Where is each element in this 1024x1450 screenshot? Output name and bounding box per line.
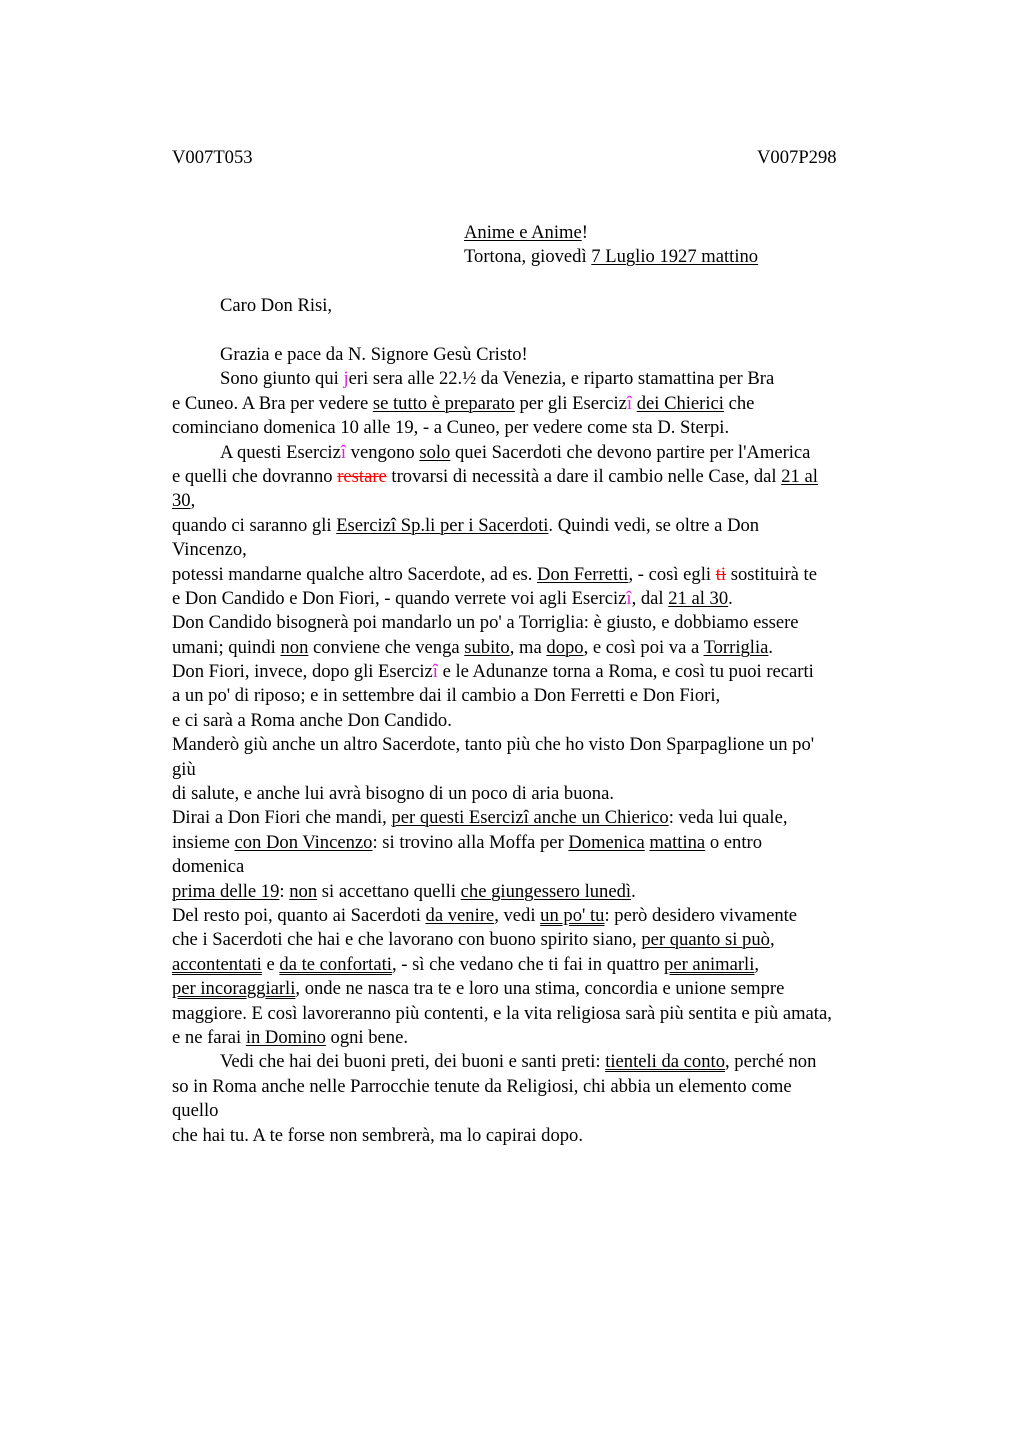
letter-heading: [464, 221, 758, 269]
letter-line: A questi Esercizî vengono solo quei Sacerdoti che devono partire per l'America: [220, 441, 811, 463]
underlined-text: Don Ferretti: [537, 563, 629, 585]
underlined-text: se tutto è preparato: [372, 392, 515, 414]
underlined-text: non: [280, 636, 309, 658]
underlined-text: Esercizî Sp.li per i Sacerdoti: [336, 514, 549, 536]
letter-line: umani; quindi non conviene che venga subito, ma dopo, e così poi va a Torriglia.: [172, 636, 774, 658]
document-ref-right: V007P298: [757, 147, 837, 168]
letter-line: di salute, e anche lui avrà bisogno di un poco di aria buona.: [172, 783, 614, 805]
struck-text: ti: [715, 563, 727, 585]
letter-line: che i Sacerdoti che hai e che lavorano con buono spirito siano, per quanto si può,: [172, 929, 775, 951]
underlined-text: dopo: [546, 636, 584, 658]
double-underlined-text: tienteli da conto: [605, 1051, 725, 1073]
letter-place-day: Tortona, giovedì: [464, 246, 592, 267]
underlined-text: 21 al 30: [668, 587, 729, 609]
highlighted-letter: î: [340, 441, 346, 463]
underlined-text: in Domino: [245, 1026, 326, 1048]
letter-dateline: [464, 245, 758, 269]
letter-line: che hai tu. A te forse non sembrerà, ma lo capirai dopo.: [172, 1124, 583, 1146]
underlined-text: Torriglia: [703, 636, 769, 658]
underlined-text: non: [289, 880, 318, 902]
underlined-text: Domenica: [568, 831, 645, 853]
underlined-text: prima delle 19: [172, 880, 280, 902]
letter-line: Grazia e pace da N. Signore Gesù Cristo!: [220, 344, 528, 365]
letter-line: e Don Candido e Don Fiori, - quando verrete voi agli Esercizî, dal 21 al 30.: [172, 587, 733, 609]
letter-line: accontentati e da te confortati, - sì che vedano che ti fai in quattro per animarli,: [172, 953, 760, 975]
letter-line: Vincenzo,: [172, 539, 247, 561]
underlined-text: mattina: [649, 831, 706, 853]
underlined-text: 21 al: [781, 465, 818, 487]
letter-line: potessi mandarne qualche altro Sacerdote, ad es. Don Ferretti, - così egli ti sostituirà te: [172, 563, 817, 585]
double-underlined-text: da te confortati: [279, 953, 392, 975]
letter-line: Don Candido bisognerà poi mandarlo un po' a Torriglia: è giusto, e dobbiamo essere: [172, 612, 799, 634]
letter-line: prima delle 19: non si accettano quelli che giungessero lunedì.: [172, 880, 636, 902]
letter-title-punct: !: [581, 222, 588, 243]
highlighted-letter: î: [432, 661, 438, 683]
struck-text: restare: [337, 465, 387, 487]
letter-line: Del resto poi, quanto ai Sacerdoti da venire, vedi un po' tu: però desidero vivamente: [172, 904, 798, 926]
letter-line: Sono giunto qui jeri sera alle 22.½ da Venezia, e riparto stamattina per Bra: [220, 368, 775, 390]
letter-line: e Cuneo. A Bra per vedere se tutto è preparato per gli Esercizî dei Chierici che: [172, 392, 755, 414]
document-ref-left: V007T053: [172, 147, 253, 168]
underlined-text: per questi Esercizî anche un Chierico: [391, 807, 669, 829]
highlighted-letter: j: [343, 368, 349, 390]
underlined-text: 30: [172, 490, 191, 512]
letter-line: cominciano domenica 10 alle 19, - a Cuneo, per vedere come sta D. Sterpi.: [172, 417, 730, 439]
letter-line: e ne farai in Domino ogni bene.: [172, 1026, 408, 1048]
letter-body: [172, 343, 912, 1148]
double-underlined-text: per incoraggiarli: [172, 978, 296, 1000]
letter-line: e quelli che dovranno restare trovarsi di necessità a dare il cambio nelle Case, dal 21 al: [172, 465, 818, 487]
letter-line: per incoraggiarli, onde ne nasca tra te e loro una stima, concordia e unione sempre: [172, 978, 785, 1000]
letter-date: 7 Luglio 1927 mattino: [591, 246, 759, 267]
letter-line: so in Roma anche nelle Parrocchie tenute da Religiosi, chi abbia un elemento come: [172, 1075, 792, 1097]
highlighted-letter: î: [626, 587, 632, 609]
underlined-text: che giungessero lunedì: [460, 880, 632, 902]
letter-line: Don Fiori, invece, dopo gli Esercizî e le Adunanze torna a Roma, e così tu puoi recarti: [172, 661, 814, 683]
letter-line: maggiore. E così lavoreranno più contenti, e la vita religiosa sarà più sentita e più amata,: [172, 1002, 832, 1024]
letter-line: domenica: [172, 856, 245, 878]
highlighted-letter: î: [626, 392, 633, 414]
double-underlined-text: accontentati: [172, 953, 262, 975]
letter-line: 30,: [172, 490, 196, 512]
underlined-text: con Don Vincenzo: [234, 831, 373, 853]
letter-line: quando ci saranno gli Esercizî Sp.li per i Sacerdoti. Quindi vedi, se oltre a Don: [172, 514, 760, 536]
letter-greeting: Caro Don Risi,: [220, 295, 333, 316]
double-underlined-text: un po' tu: [540, 904, 605, 926]
double-underlined-text: per animarli: [664, 953, 755, 975]
underlined-text: solo: [419, 441, 451, 463]
letter-line: Manderò giù anche un altro Sacerdote, tanto più che ho visto Don Sparpaglione un po': [172, 734, 815, 756]
letter-line: Dirai a Don Fiori che mandi, per questi Esercizî anche un Chierico: veda lui quale,: [172, 807, 788, 829]
underlined-text: per quanto si può: [641, 929, 770, 951]
letter-line: Vedi che hai dei buoni preti, dei buoni e santi preti: tienteli da conto, perché non: [220, 1051, 817, 1073]
underlined-text: dei Chierici: [636, 392, 724, 414]
letter-line: a un po' di riposo; e in settembre dai il cambio a Don Ferretti e Don Fiori,: [172, 685, 721, 707]
letter-line: giù: [172, 758, 196, 780]
letter-title-line: [464, 221, 758, 245]
letter-line: insieme con Don Vincenzo: si trovino alla Moffa per Domenica mattina o entro: [172, 831, 762, 853]
letter-line: quello: [172, 1100, 219, 1122]
letter-title: Anime e Anime: [464, 222, 582, 243]
underlined-text: da venire: [425, 904, 495, 926]
letter-line: e ci sarà a Roma anche Don Candido.: [172, 709, 452, 731]
underlined-text: subito: [464, 636, 510, 658]
